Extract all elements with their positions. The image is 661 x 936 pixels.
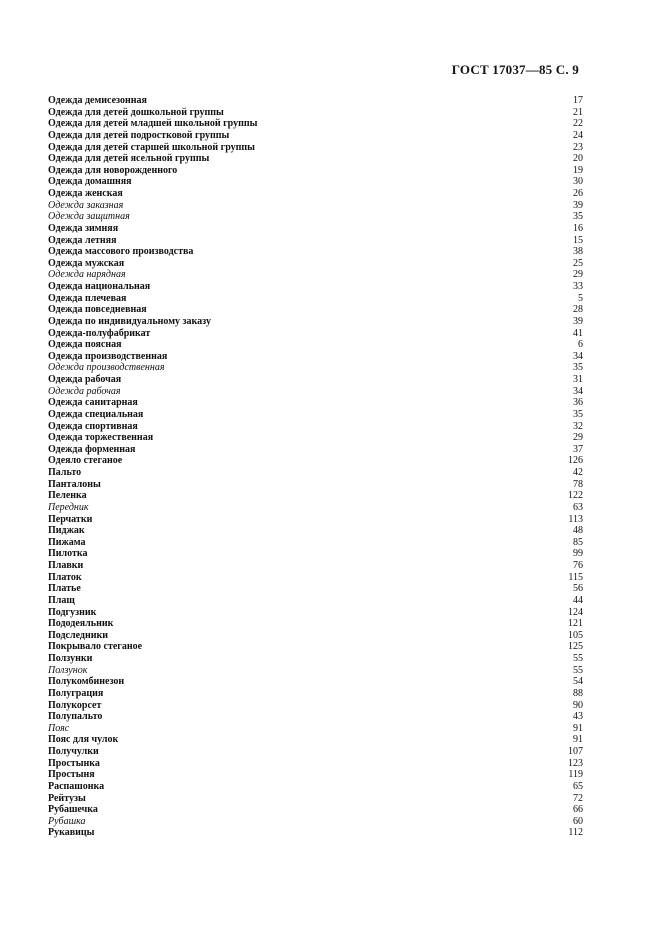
index-entry	[48, 595, 583, 607]
index-entry	[48, 723, 583, 735]
index-entry-term: Одежда нарядная	[48, 269, 126, 281]
index-entry	[48, 142, 583, 154]
index-entry-page: 91	[573, 722, 583, 734]
index-entry-page: 21	[573, 106, 583, 118]
index-entry	[48, 537, 583, 549]
index-entry-term: Платок	[48, 571, 82, 583]
index-entry	[48, 467, 583, 479]
index-entry	[48, 583, 583, 595]
index-entry	[48, 781, 583, 793]
index-entry-page: 126	[568, 455, 583, 467]
index-entry	[48, 397, 583, 409]
index-entry-term: Одеяло стеганое	[48, 455, 123, 467]
index-entry	[48, 607, 583, 619]
index-entry	[48, 421, 583, 433]
index-entry	[48, 490, 583, 502]
index-entry-term: Одежда спортивная	[48, 420, 138, 432]
index-entry-term: Простыня	[48, 769, 95, 781]
index-entry-page: 60	[573, 815, 583, 827]
index-entry-term: Ползунки	[48, 653, 93, 664]
index-entry-page: 63	[573, 501, 583, 513]
index-entry-page: 54	[573, 676, 583, 688]
index-entry	[48, 688, 583, 700]
index-entry-term: Плащ	[48, 594, 75, 606]
index-entry-page: 119	[568, 769, 583, 781]
index-entry-page: 112	[568, 827, 583, 839]
index-entry-term: Передник	[48, 501, 89, 513]
index-entry	[48, 711, 583, 723]
page-header: ГОСТ 17037—85 С. 9	[451, 62, 579, 77]
index-entry	[48, 362, 583, 374]
index-entry-page: 29	[573, 432, 583, 444]
index-entry-term: Одежда производственная	[48, 362, 165, 374]
index-entry	[48, 293, 583, 305]
index-entry	[48, 118, 583, 130]
index-entry-page: 34	[573, 385, 583, 397]
index-entry	[48, 665, 583, 677]
index-entry-page: 42	[573, 467, 583, 478]
index-entry-page: 23	[573, 141, 583, 153]
index-entry-term: Одежда повседневная	[48, 304, 147, 316]
index-entry	[48, 560, 583, 572]
index-entry	[48, 386, 583, 398]
index-entry-page: 38	[573, 246, 583, 258]
index-entry-page: 105	[568, 629, 583, 641]
index-entry	[48, 95, 583, 107]
index-entry-term: Распашонка	[48, 780, 105, 792]
index-entry-term: Пояс для чулок	[48, 734, 119, 746]
index-entry	[48, 188, 583, 200]
index-entry-page: 124	[568, 606, 583, 618]
index-entry-term: Одежда для детей старшей школьной группы	[48, 141, 255, 153]
index-entry	[48, 200, 583, 212]
index-entry-page: 90	[573, 699, 583, 711]
index-entry-page: 55	[573, 653, 583, 664]
index-entry-term: Одежда по индивидуальному заказу	[48, 315, 211, 327]
index-entry-term: Одежда специальная	[48, 408, 144, 420]
index-entry-term: Одежда мужская	[48, 257, 125, 269]
index-entry-term: Одежда санитарная	[48, 397, 138, 409]
index-entry	[48, 153, 583, 165]
index-entry	[48, 641, 583, 653]
index-entry-term: Одежда женская	[48, 188, 123, 199]
index-entry-page: 15	[573, 234, 583, 246]
index-entry-page: 26	[573, 188, 583, 199]
index-entry-page: 113	[568, 513, 583, 525]
index-entry	[48, 281, 583, 293]
index-entry-page: 39	[573, 315, 583, 327]
index-entry-term: Перчатки	[48, 513, 93, 525]
index-entry	[48, 328, 583, 340]
index-entry-term: Одежда для детей младшей школьной группы	[48, 118, 258, 130]
index-entry-term: Рубашечка	[48, 804, 98, 816]
index-entry-term: Пододеяльник	[48, 618, 114, 630]
index-entry-term: Простынка	[48, 757, 100, 769]
index-entry-page: 41	[573, 327, 583, 339]
index-entry-term: Пояс	[48, 722, 70, 734]
index-entry	[48, 339, 583, 351]
index-entry	[48, 130, 583, 142]
index-entry-term: Пижама	[48, 536, 86, 548]
index-entry	[48, 211, 583, 223]
index-entry	[48, 758, 583, 770]
index-entry-page: 25	[573, 257, 583, 269]
index-entry-page: 17	[573, 95, 583, 106]
index-entry-term: Ползунок	[48, 664, 88, 676]
index-entry-term: Рейтузы	[48, 792, 86, 804]
index-entry-term: Одежда зимняя	[48, 222, 119, 234]
index-entry	[48, 630, 583, 642]
index-entry-page: 36	[573, 397, 583, 409]
index-entry-term: Одежда для детей дошкольной группы	[48, 106, 224, 118]
index-entry	[48, 316, 583, 328]
index-entry-term: Пеленка	[48, 490, 87, 502]
index-entry-page: 28	[573, 304, 583, 316]
index-entry-term: Подгузник	[48, 606, 97, 618]
index-entry-term: Покрывало стеганое	[48, 641, 143, 653]
index-entry-term: Получулки	[48, 746, 99, 757]
index-entry	[48, 304, 583, 316]
index-entry-page: 65	[573, 780, 583, 792]
index-entry	[48, 455, 583, 467]
index-entry-page: 115	[568, 571, 583, 583]
index-entry	[48, 432, 583, 444]
term-index-list	[48, 95, 583, 839]
index-entry-term: Одежда рабочая	[48, 374, 122, 385]
index-entry-term: Одежда для детей ясельной группы	[48, 153, 210, 165]
index-entry-term: Одежда форменная	[48, 443, 136, 455]
index-entry-term: Панталоны	[48, 478, 101, 490]
index-entry	[48, 572, 583, 584]
index-entry-page: 34	[573, 350, 583, 362]
index-entry-page: 91	[573, 734, 583, 746]
index-entry	[48, 769, 583, 781]
index-entry-page: 72	[573, 792, 583, 804]
index-entry	[48, 351, 583, 363]
index-entry-term: Одежда летняя	[48, 234, 117, 246]
index-entry-term: Платье	[48, 583, 81, 595]
index-entry-page: 125	[568, 641, 583, 653]
index-entry	[48, 804, 583, 816]
index-entry-page: 56	[573, 583, 583, 595]
index-entry	[48, 514, 583, 526]
index-entry	[48, 107, 583, 119]
index-entry-term: Одежда заказная	[48, 199, 124, 211]
index-entry-page: 99	[573, 548, 583, 560]
index-entry-term: Подследники	[48, 629, 109, 641]
index-entry-term: Одежда производственная	[48, 350, 168, 362]
index-entry-term: Рубашка	[48, 815, 86, 827]
index-entry-page: 39	[573, 199, 583, 211]
index-entry-term: Рукавицы	[48, 827, 95, 839]
index-entry-page: 107	[568, 746, 583, 757]
index-entry	[48, 223, 583, 235]
index-entry	[48, 269, 583, 281]
index-entry-page: 30	[573, 176, 583, 188]
index-entry-term: Пальто	[48, 467, 82, 478]
index-entry	[48, 827, 583, 839]
index-entry-term: Полуграция	[48, 687, 104, 699]
index-entry-page: 33	[573, 281, 583, 292]
index-entry-page: 78	[573, 478, 583, 490]
index-entry-term: Пиджак	[48, 525, 85, 537]
index-entry-term: Одежда для новорожденного	[48, 164, 178, 176]
index-entry-term: Одежда-полуфабрикат	[48, 327, 151, 339]
index-entry-page: 66	[573, 804, 583, 816]
index-entry-page: 76	[573, 560, 583, 571]
index-entry-term: Одежда плечевая	[48, 292, 127, 304]
index-entry-page: 16	[573, 222, 583, 234]
index-entry	[48, 618, 583, 630]
index-entry	[48, 374, 583, 386]
index-entry-page: 123	[568, 757, 583, 769]
index-entry	[48, 246, 583, 258]
index-entry-page: 88	[573, 687, 583, 699]
index-entry-page: 48	[573, 525, 583, 537]
index-entry	[48, 444, 583, 456]
index-entry	[48, 502, 583, 514]
index-entry-page: 24	[573, 129, 583, 141]
index-entry-page: 122	[568, 490, 583, 502]
index-entry	[48, 653, 583, 665]
index-entry	[48, 548, 583, 560]
index-entry-page: 35	[573, 211, 583, 223]
index-entry-page: 37	[573, 443, 583, 455]
index-entry-page: 31	[573, 374, 583, 385]
index-entry-term: Полупальто	[48, 711, 103, 723]
index-entry-term: Пилотка	[48, 548, 88, 560]
index-entry	[48, 258, 583, 270]
index-entry	[48, 816, 583, 828]
index-entry-page: 5	[578, 292, 583, 304]
index-entry-page: 20	[573, 153, 583, 165]
index-entry-page: 85	[573, 536, 583, 548]
index-entry-term: Одежда торжественная	[48, 432, 154, 444]
index-entry-term: Полукомбинезон	[48, 676, 125, 688]
index-entry-page: 32	[573, 420, 583, 432]
index-entry	[48, 165, 583, 177]
index-entry-page: 44	[573, 594, 583, 606]
index-entry	[48, 235, 583, 247]
index-entry-term: Одежда защитная	[48, 211, 130, 223]
index-entry	[48, 409, 583, 421]
index-entry	[48, 525, 583, 537]
index-entry-page: 35	[573, 362, 583, 374]
index-entry	[48, 746, 583, 758]
index-entry-page: 6	[578, 339, 583, 351]
index-entry-term: Одежда рабочая	[48, 385, 121, 397]
index-entry-term: Плавки	[48, 560, 84, 571]
index-entry-page: 35	[573, 408, 583, 420]
index-entry-page: 22	[573, 118, 583, 130]
index-entry	[48, 176, 583, 188]
index-entry-term: Полукорсет	[48, 699, 102, 711]
index-entry	[48, 676, 583, 688]
index-entry-page: 121	[568, 618, 583, 630]
index-entry	[48, 793, 583, 805]
index-entry	[48, 700, 583, 712]
index-entry-page: 43	[573, 711, 583, 723]
index-entry	[48, 734, 583, 746]
index-entry	[48, 479, 583, 491]
index-entry-page: 29	[573, 269, 583, 281]
index-entry-page: 55	[573, 664, 583, 676]
index-entry-term: Одежда массового производства	[48, 246, 194, 258]
index-entry-term: Одежда поясная	[48, 339, 122, 351]
index-entry-term: Одежда для детей подростковой группы	[48, 129, 230, 141]
index-entry-term: Одежда домашняя	[48, 176, 132, 188]
index-entry-term: Одежда демисезонная	[48, 95, 147, 106]
index-entry-page: 19	[573, 164, 583, 176]
index-entry-term: Одежда национальная	[48, 281, 151, 292]
